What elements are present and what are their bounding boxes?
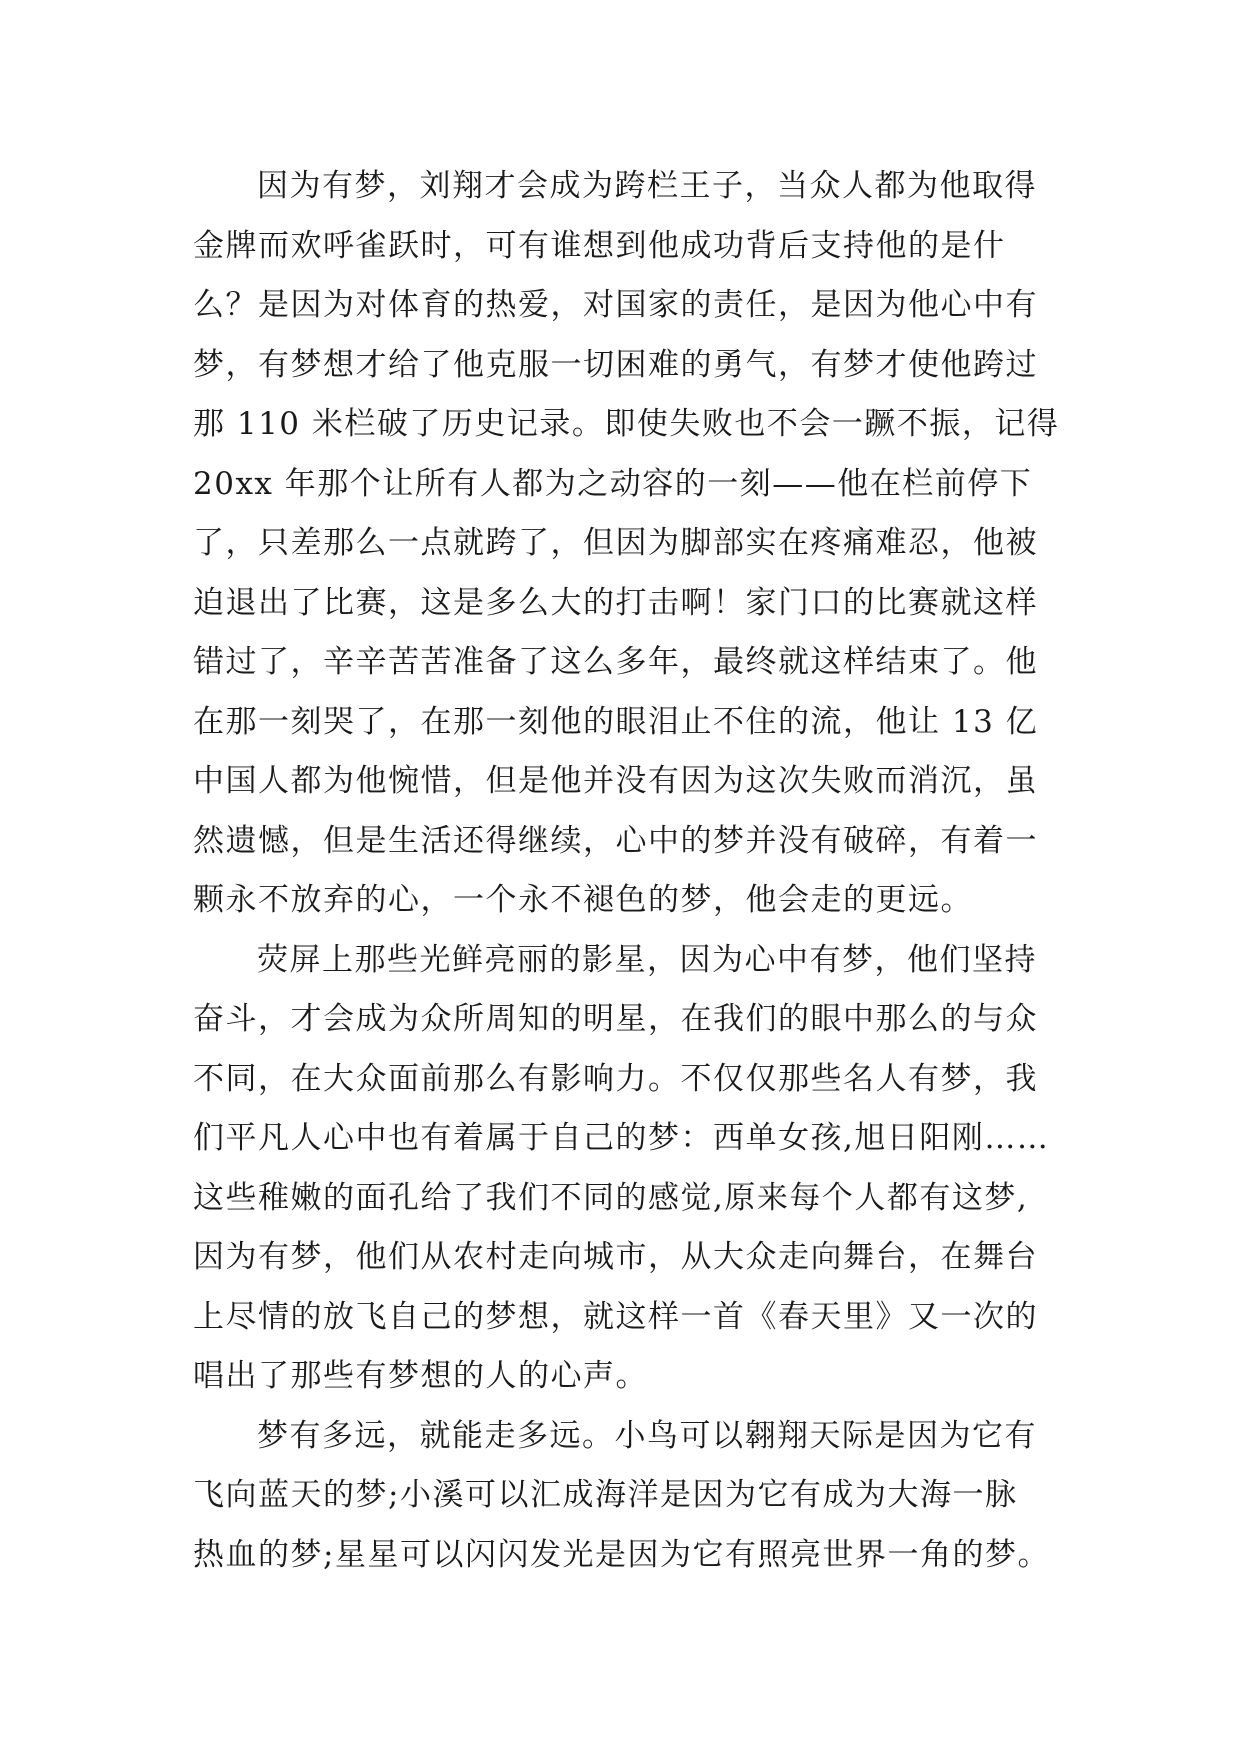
paragraph-line: 上尽情的放飞自己的梦想，就这样一首《春天里》又一次的 <box>193 1298 1038 1335</box>
paragraph-line: 因为有梦，刘翔才会成为跨栏王子，当众人都为他取得 <box>257 168 1037 204</box>
paragraph-line: 们平凡人心中也有着属于自己的梦：西单女孩,旭日阳刚…… <box>193 1120 1050 1156</box>
paragraph-3 <box>193 1407 1073 1586</box>
paragraph-2 <box>193 931 1073 1407</box>
document-body <box>193 157 1073 1585</box>
paragraph-line: 20xx 年那个让所有人都为之动容的一刻——他在栏前停下 <box>193 465 1033 502</box>
paragraph-line: 在那一刻哭了，在那一刻他的眼泪止不住的流，他让 13 亿 <box>193 703 1039 740</box>
paragraph-line: 唱出了那些有梦想的人的心声。 <box>193 1358 648 1394</box>
paragraph-line: 飞向蓝天的梦;小溪可以汇成海洋是因为它有成为大海一脉 <box>193 1477 1018 1513</box>
paragraph-line: 梦有多远，就能走多远。小鸟可以翱翔天际是因为它有 <box>257 1417 1037 1454</box>
paragraph-line: 荧屏上那些光鲜亮丽的影星，因为心中有梦，他们坚持 <box>257 941 1037 978</box>
paragraph-line: 不同，在大众面前那么有影响力。不仅仅那些名人有梦，我 <box>193 1060 1038 1097</box>
paragraph-1 <box>193 157 1073 931</box>
paragraph-line: 热血的梦;星星可以闪闪发光是因为它有照亮世界一角的梦。 <box>193 1536 1050 1573</box>
paragraph-line: 么？是因为对体育的热爱，对国家的责任，是因为他心中有 <box>193 287 1038 323</box>
paragraph-line: 金牌而欢呼雀跃时，可有谁想到他成功背后支持他的是什 <box>193 227 1006 264</box>
paragraph-line: 那 110 米栏破了历史记录。即使失败也不会一蹶不振，记得 <box>193 406 1060 442</box>
paragraph-line: 因为有梦，他们从农村走向城市，从大众走向舞台，在舞台 <box>193 1239 1038 1275</box>
paragraph-line: 梦，有梦想才给了他克服一切困难的勇气，有梦才使他跨过 <box>193 346 1038 383</box>
paragraph-line: 颗永不放弃的心，一个永不褪色的梦，他会走的更远。 <box>193 882 973 918</box>
paragraph-line: 迫退出了比赛，这是多么大的打击啊！家门口的比赛就这样 <box>193 584 1038 621</box>
paragraph-line: 这些稚嫩的面孔给了我们不同的感觉,原来每个人都有这梦, <box>193 1179 1029 1216</box>
paragraph-line: 了，只差那么一点就跨了，但因为脚部实在疼痛难忍，他被 <box>193 525 1038 561</box>
paragraph-line: 中国人都为他惋惜，但是他并没有因为这次失败而消沉，虽 <box>193 763 1038 799</box>
paragraph-line: 错过了，辛辛苦苦准备了这么多年，最终就这样结束了。他 <box>193 644 1038 680</box>
paragraph-line: 奋斗，才会成为众所周知的明星，在我们的眼中那么的与众 <box>193 1001 1038 1037</box>
paragraph-line: 然遗憾，但是生活还得继续，心中的梦并没有破碎，有着一 <box>193 822 1038 859</box>
